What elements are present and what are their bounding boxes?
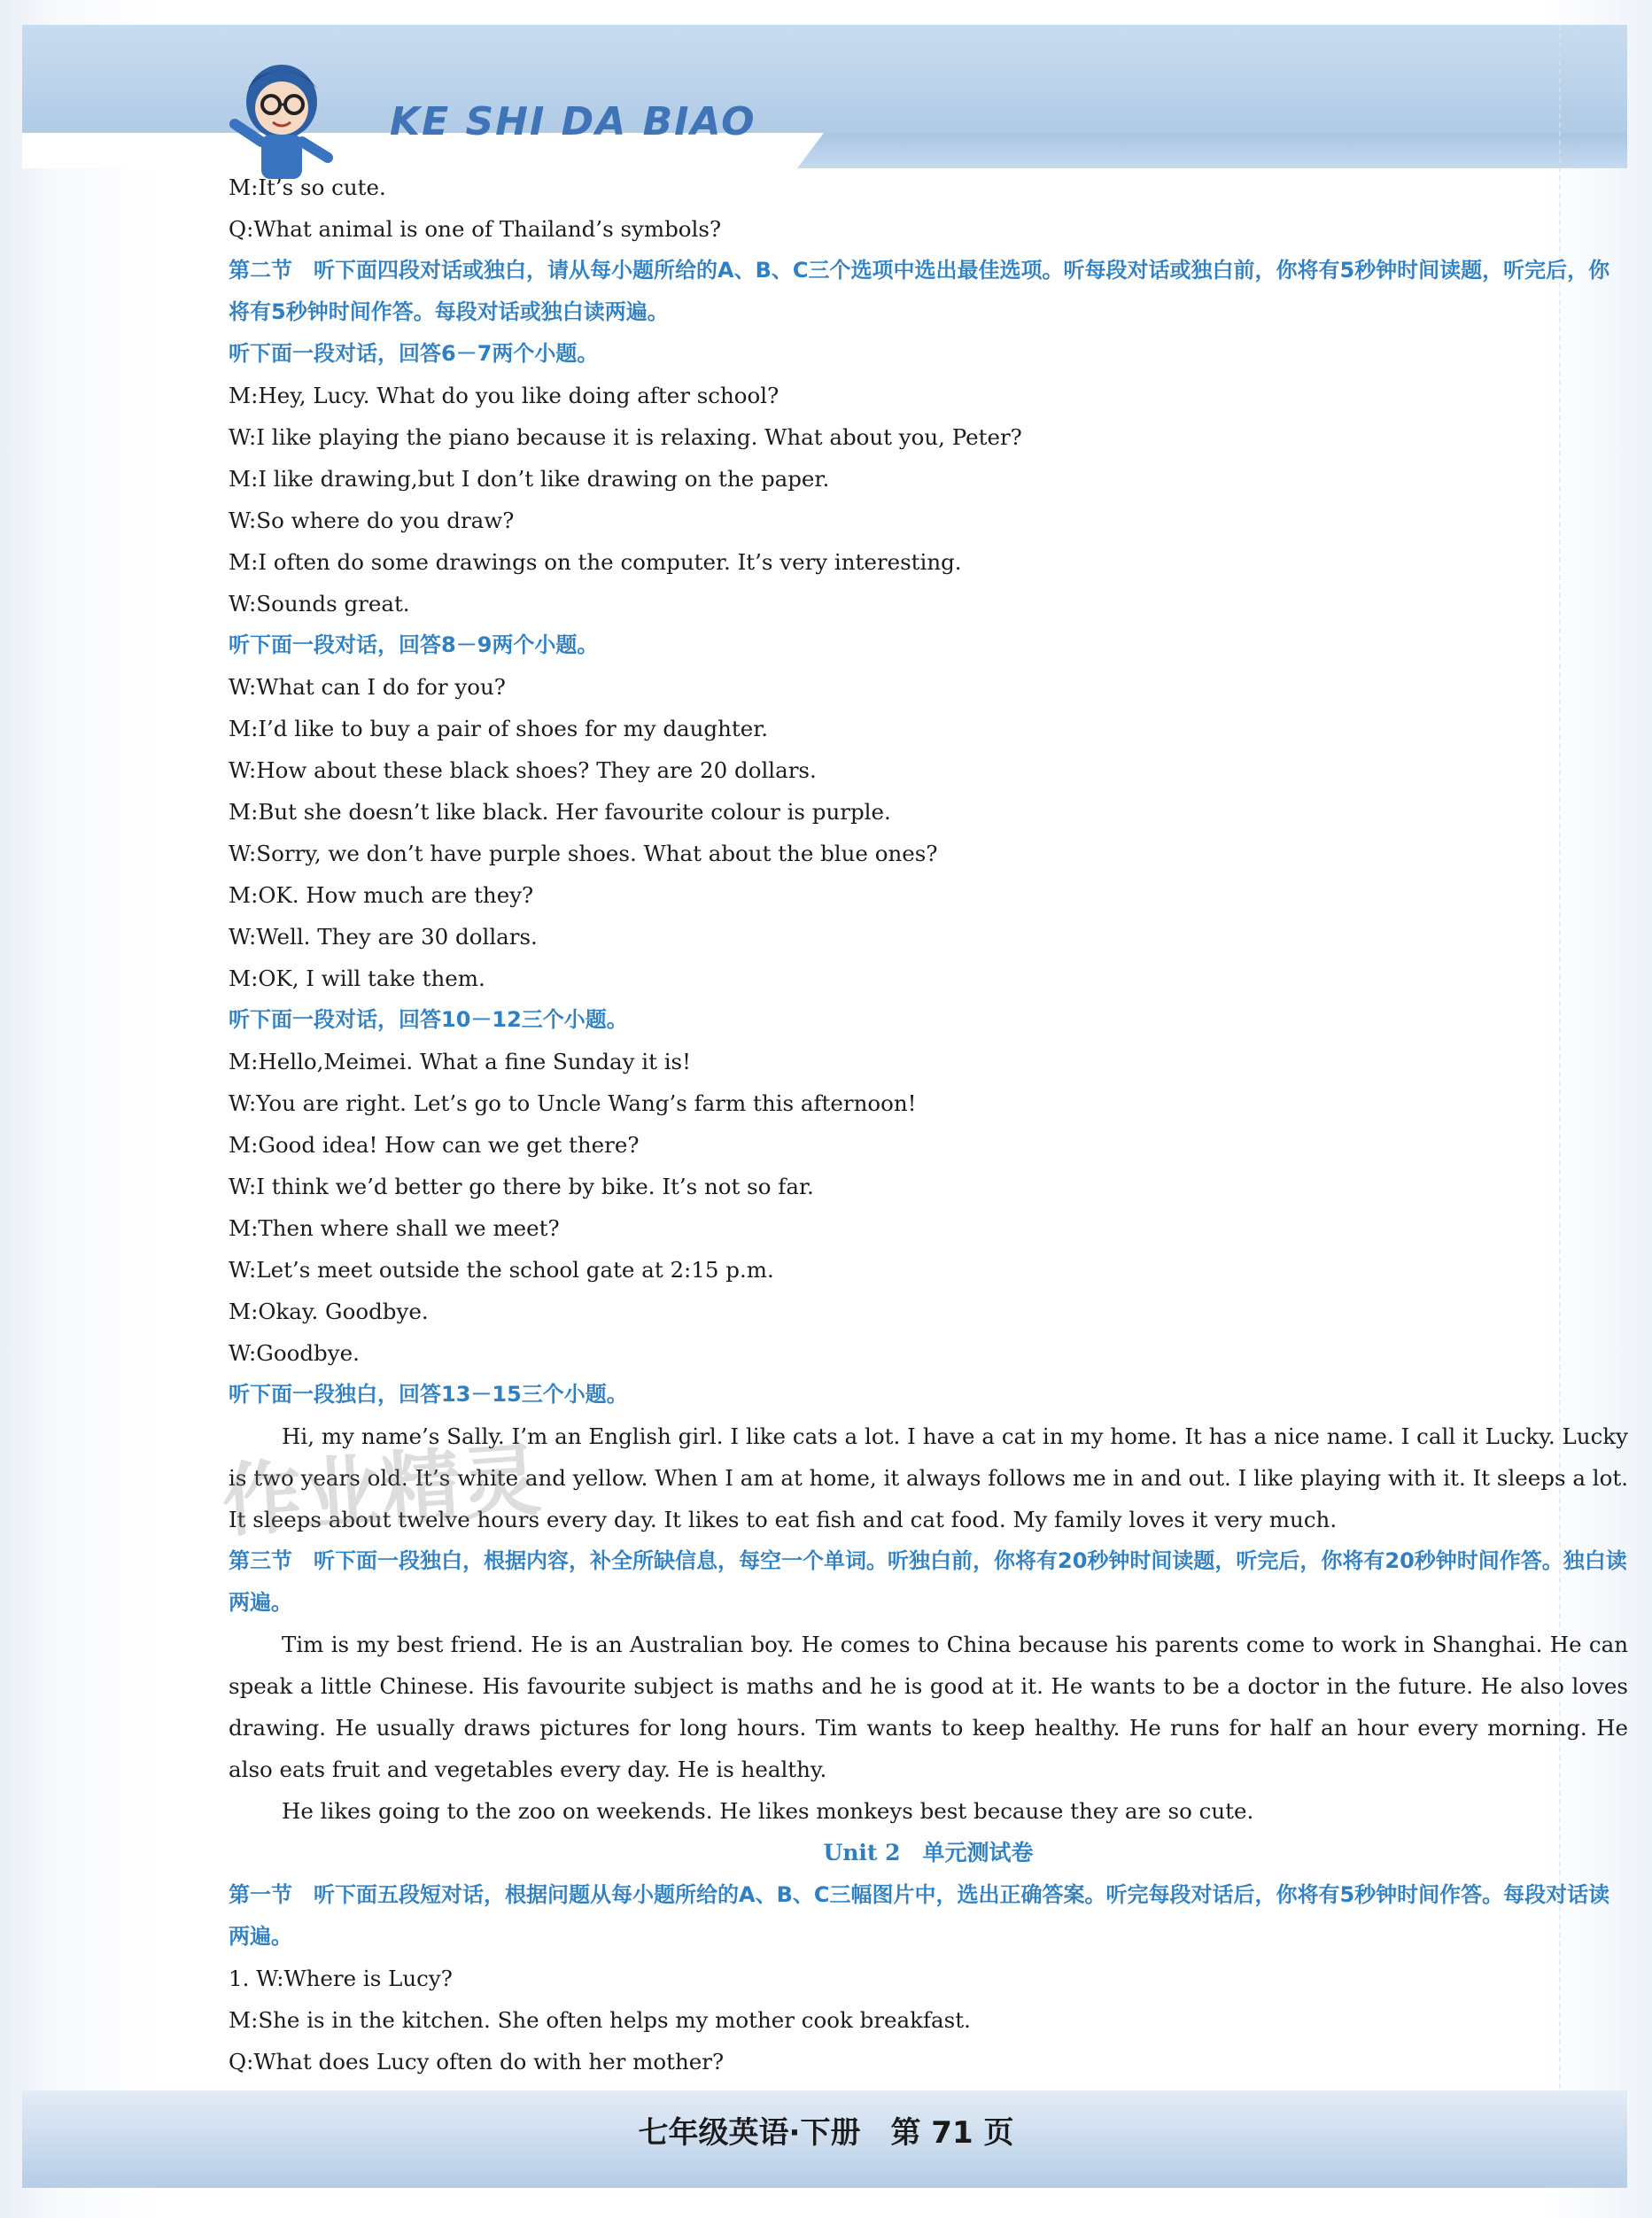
paragraph: Hi, my name’s Sally. I’m an English girl. I like cats a lot. I have a cat in my home. It has a nice name. I call it Lucky. Lucky is two years old. It’s white and yellow. When I am at home, it always follows me in and out. I like playing with it. It sleeps a lot. It sleeps about twelve hours every day. It likes to eat fish and cat food. My family loves it very much. <box>229 1423 1628 1532</box>
dialogue-line: W:What can I do for you? <box>229 674 506 700</box>
page-footer: 七年级英语·下册 第 71 页 <box>638 2115 1014 2151</box>
dialogue-line: M:Okay. Goodbye. <box>229 1299 429 1324</box>
dialogue-line: W:Let’s meet outside the school gate at 2:15 p.m. <box>229 1257 774 1283</box>
section-heading: 听下面一段独白，回答13－15三个小题。 <box>229 1382 628 1407</box>
paragraph: Tim is my best friend. He is an Australian boy. He comes to China because his parents come to work in Shanghai. He can speak a little Chinese. His favourite subject is maths and he is good at it. He wants to be a doctor in the future. He also loves drawing. He usually draws pictures for long hours. Tim wants to keep healthy. He runs for half an hour every morning. He also eats fruit and vegetables every day. He is healthy. <box>229 1632 1628 1782</box>
dialogue-line: M:OK, I will take them. <box>229 966 485 991</box>
dialogue-line: M:Hey, Lucy. What do you like doing after school? <box>229 383 779 408</box>
brand-title: KE SHI DA BIAO <box>390 99 756 144</box>
dialogue-line: M:Good idea! How can we get there? <box>229 1132 640 1158</box>
dialogue-line: M:OK. How much are they? <box>229 882 534 908</box>
paragraph: He likes going to the zoo on weekends. He likes monkeys best because they are so cute. <box>282 1798 1254 1824</box>
dialogue-line: M:I’d like to buy a pair of shoes for my daughter. <box>229 716 769 741</box>
section-heading: 第一节 听下面五段短对话，根据问题从每小题所给的A、B、C三幅图片中，选出正确答案。听完每段对话后，你将有5秒钟时间作答。每段对话读两遍。 <box>229 1882 1610 1949</box>
dialogue-line: M:I like drawing,but I don’t like drawing on the paper. <box>229 466 830 492</box>
section-heading: 第三节 听下面一段独白，根据内容，补全所缺信息，每空一个单词。听独白前，你将有20秒钟时间读题，听完后，你将有20秒钟时间作答。独白读两遍。 <box>229 1548 1627 1615</box>
dialogue-line: W:How about these black shoes? They are 20 dollars. <box>229 757 817 783</box>
dialogue-line: 1. W:Where is Lucy? <box>229 1966 453 1991</box>
header-tab <box>797 133 1627 168</box>
section-heading: 听下面一段对话，回答8－9两个小题。 <box>229 632 599 657</box>
dialogue-line: W:Sounds great. <box>229 591 410 617</box>
watermark: 作业精灵 <box>219 1433 544 1549</box>
dialogue-line: M:Then where shall we meet? <box>229 1215 560 1241</box>
section-heading: 听下面一段对话，回答6－7两个小题。 <box>229 341 599 366</box>
dialogue-line: W:Sorry, we don’t have purple shoes. What about the blue ones? <box>229 841 938 866</box>
section-heading: 第二节 听下面四段对话或独白，请从每小题所给的A、B、C三个选项中选出最佳选项。听每段对话或独白前，你将有5秒钟时间读题，听完后，你将有5秒钟时间作答。每段对话或独白读两遍。 <box>229 258 1610 324</box>
dialogue-line: M:I often do some drawings on the computer. It’s very interesting. <box>229 549 962 575</box>
dialogue-line: Q:What does Lucy often do with her mother? <box>229 2049 725 2075</box>
dialogue-line: W:I think we’d better go there by bike. It’s not so far. <box>229 1174 814 1199</box>
section-heading: 听下面一段对话，回答10－12三个小题。 <box>229 1007 628 1032</box>
unit-title: Unit 2 单元测试卷 <box>823 1840 1034 1865</box>
dialogue-line: M:Hello,Meimei. What a fine Sunday it is! <box>229 1049 691 1074</box>
dialogue-line: Q:What animal is one of Thailand’s symbols? <box>229 216 722 242</box>
dialogue-line: W:Goodbye. <box>229 1340 360 1366</box>
dialogue-line: M:It’s so cute. <box>229 174 386 200</box>
dialogue-line: W:Well. They are 30 dollars. <box>229 924 538 950</box>
dialogue-line: M:But she doesn’t like black. Her favourite colour is purple. <box>229 799 891 825</box>
dialogue-line: W:So where do you draw? <box>229 508 515 533</box>
document-body <box>229 167 1628 2082</box>
dialogue-line: W:You are right. Let’s go to Uncle Wang’s farm this afternoon! <box>229 1090 917 1116</box>
dialogue-line: M:She is in the kitchen. She often helps my mother cook breakfast. <box>229 2007 971 2033</box>
dialogue-line: W:I like playing the piano because it is relaxing. What about you, Peter? <box>229 424 1022 450</box>
